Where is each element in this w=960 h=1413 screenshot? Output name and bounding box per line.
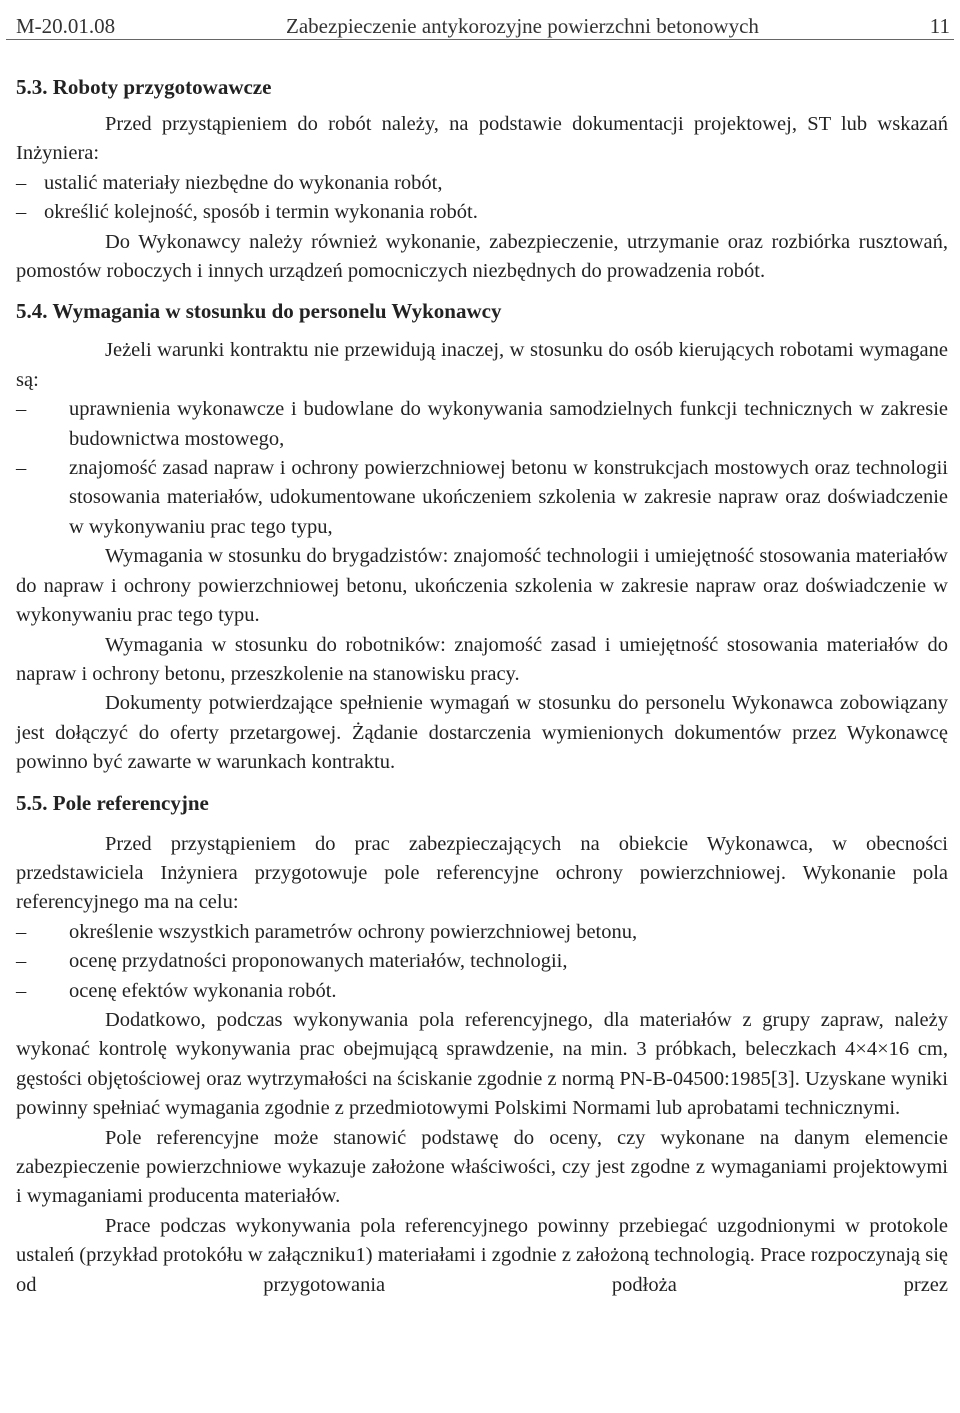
section-5-3-intro: Przed przystąpieniem do robót należy, na podstawie dokumentacji projektowej, ST lub wskazań Inżyniera: <box>16 113 948 165</box>
section-5-4-paragraph-3: Dokumenty potwierdzające spełnienie wymagań w stosunku do personelu Wykonawca zobowiązany jest dołączyć do oferty przetargowej. Żądanie dostarczenia wymienionych dokumentów przez Wykonawcę powinno być zawarte w warunkach kontraktu. <box>16 692 948 774</box>
list-item: – ustalić materiały niezbędne do wykonania robót, <box>16 169 948 198</box>
section-5-4-intro: Jeżeli warunki kontraktu nie przewidują inaczej, w stosunku do osób kierujących robotami wymagane są: <box>16 339 948 391</box>
list-item: – określenie wszystkich parametrów ochrony powierzchniowej betonu, <box>16 918 948 947</box>
section-heading-5-5: 5.5. Pole referencyjne <box>16 790 209 815</box>
section-5-5-intro: Przed przystąpieniem do prac zabezpieczających na obiekcie Wykonawca, w obecności przedstawiciela Inżyniera przygotowuje pole referencyjne ochrony powierzchniowej. Wykonanie pola referencyjnego ma na celu: <box>16 832 948 914</box>
dash-bullet: – <box>16 457 27 480</box>
section-heading-5-4: 5.4. Wymagania w stosunku do personelu Wykonawcy <box>16 299 502 324</box>
section-5-4-list <box>16 395 948 542</box>
list-item: – ocenę efektów wykonania robót. <box>16 977 948 1006</box>
list-item: – uprawnienia wykonawcze i budowlane do wykonywania samodzielnych funkcji technicznych w zakresie budownictwa mostowego, <box>16 395 948 454</box>
document-body <box>16 72 948 1329</box>
dash-bullet: – <box>16 920 27 943</box>
page-header <box>16 0 950 38</box>
list-item: – ocenę przydatności proponowanych materiałów, technologii, <box>16 947 948 976</box>
section-5-5-paragraph-3: Prace podczas wykonywania pola referencyjnego powinny przebiegać uzgodnionymi w protokole ustaleń (przykład protokółu w załączniku1) materiałami i zgodnie z założoną technologią. Prace rozpoczynają się od przygotowania podłoża przez <box>16 1214 948 1296</box>
section-5-4-paragraph-2: Wymagania w stosunku do robotników: znajomość zasad i umiejętność stosowania materiałów do napraw i ochrony betonu, przeszkolenie na stanowisku pracy. <box>16 633 948 685</box>
section-5-5-list <box>16 918 948 1006</box>
list-item: – określić kolejność, sposób i termin wykonania robót. <box>16 198 948 227</box>
dash-bullet: – <box>16 979 27 1002</box>
section-5-5-paragraph-2: Pole referencyjne może stanowić podstawę do oceny, czy wykonane na danym elemencie zabezpieczenie powierzchniowe wykazuje założone właściwości, czy jest zgodne z wymaganiami projektowymi i wymaganiami producenta materiałów. <box>16 1126 948 1208</box>
section-5-5-paragraph-1: Dodatkowo, podczas wykonywania pola referencyjnego, dla materiałów z grupy zapraw, należy wykonać kontrolę wykonywania prac obejmującą sprawdzenie, na min. 3 próbkach, beleczkach 4×4×16 cm, gęstości objętościowej oraz wytrzymałości na ściskanie zgodnie z normą PN-B-04500:1985[3]. Uzyskane wyniki powinny spełniać wymagania zgodnie z przedmiotowymi Polskimi Normami lub aprobatami technicznymi. <box>16 1008 948 1120</box>
dash-bullet: – <box>16 950 27 973</box>
header-divider <box>6 39 954 40</box>
dash-bullet: – <box>16 398 27 421</box>
document-code: M-20.01.08 <box>16 14 116 38</box>
section-5-3-paragraph: Do Wykonawcy należy również wykonanie, zabezpieczenie, utrzymanie oraz rozbiórka rusztowań, pomostów roboczych i innych urządzeń pomocniczych niezbędnych do prowadzenia robót. <box>16 230 948 283</box>
page-number: 11 <box>929 14 950 38</box>
document-title: Zabezpieczenie antykorozyjne powierzchni betonowych <box>286 14 759 38</box>
section-5-4-paragraph-1: Wymagania w stosunku do brygadzistów: znajomość technologii i umiejętność stosowania materiałów do napraw i ochrony powierzchniowej betonu, ukończenia szkolenia w zakresie napraw oraz doświadczenie w wykonywaniu prac tego typu. <box>16 545 948 627</box>
section-heading-5-3: 5.3. Roboty przygotowawcze <box>16 75 272 99</box>
dash-bullet: – <box>16 201 27 224</box>
section-5-3-list <box>16 169 948 228</box>
list-item: – znajomość zasad napraw i ochrony powierzchniowej betonu w konstrukcjach mostowych oraz technologii stosowania materiałów, udokumentowane ukończeniem szkolenia w zakresie napraw oraz doświadczenie w wykonywaniu prac tego typu, <box>16 454 948 542</box>
dash-bullet: – <box>16 171 27 194</box>
